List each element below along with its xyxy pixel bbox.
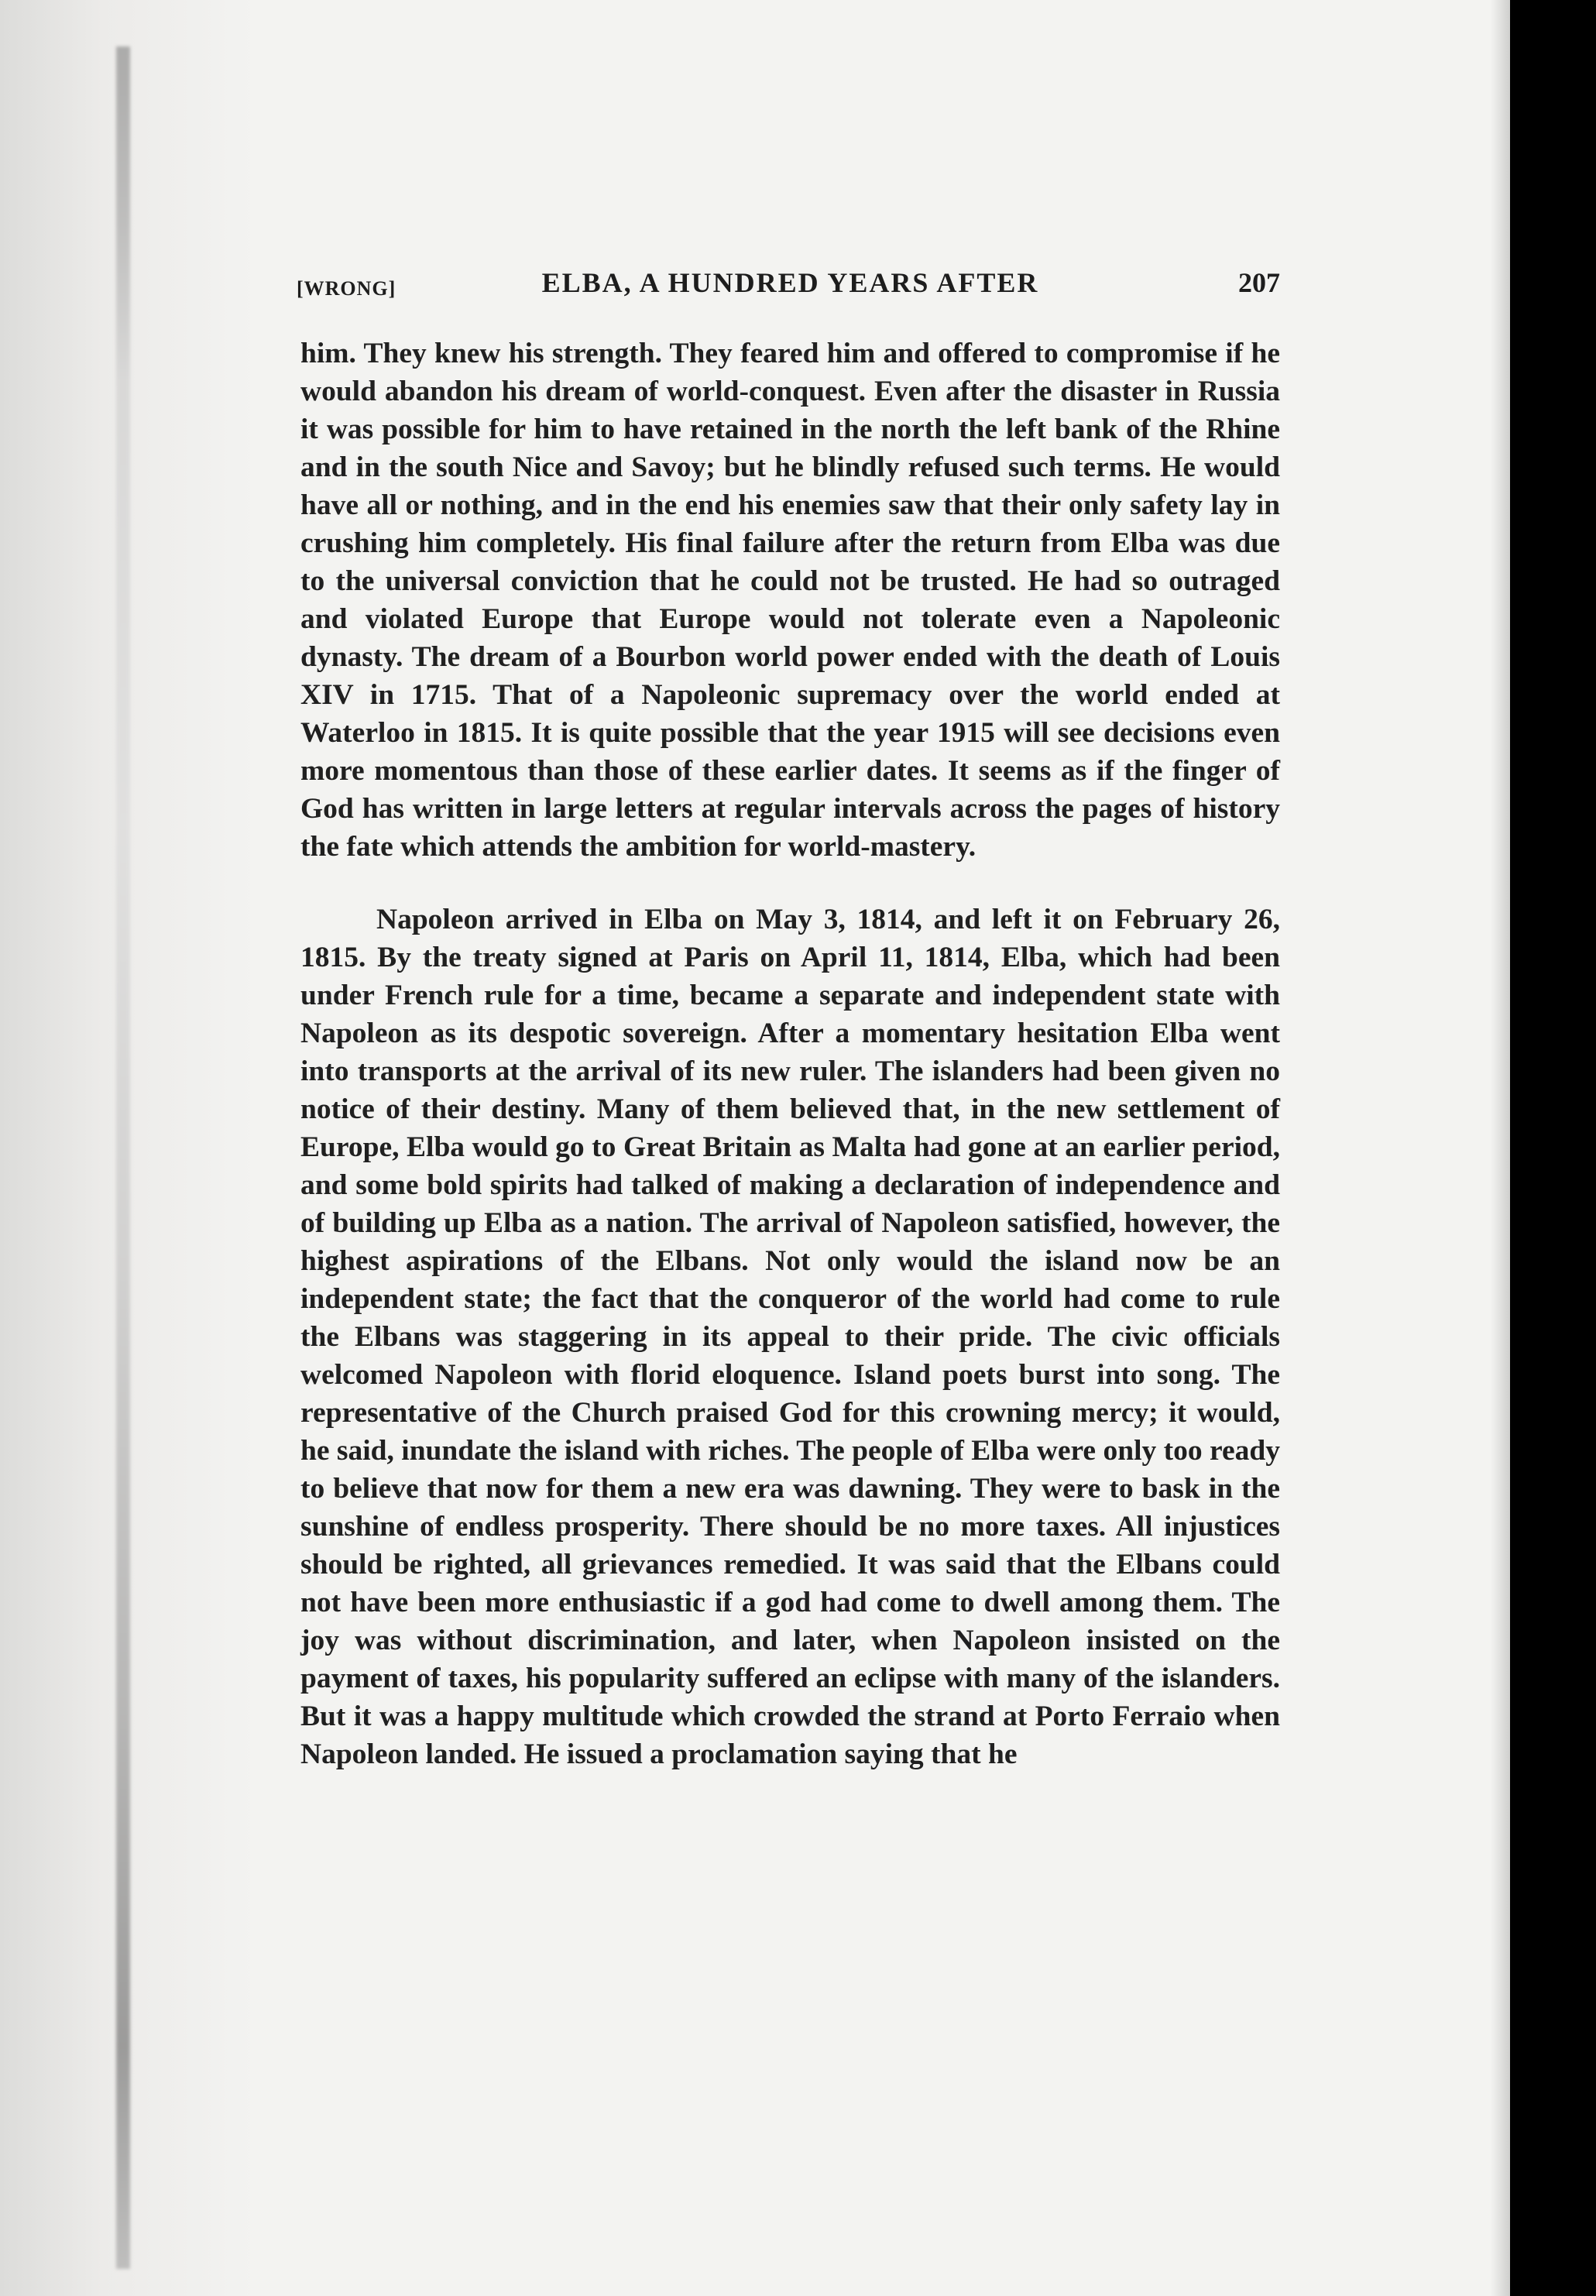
body-text [300,335,1280,1773]
running-label: [WRONG] [297,277,396,300]
paragraph: Napoleon arrived in Elba on May 3, 1814, and left it on February 26, 1815. By the treaty signed at Paris on April 11, 1814, Elba, which had been under French rule for a time, became a separate and independent state with Napoleon as its despotic sovereign. After a momentary hesitation Elba went into transports at the arrival of its new ruler. The islanders had been given no notice of their destiny. Many of them believed that, in the new settlement of Europe, Elba would go to Great Britain as Malta had gone at an earlier period, and some bold spirits had talked of making a declaration of independence and of building up Elba as a nation. The arrival of Napoleon satisfied, however, the highest aspirations of the Elbans. Not only would the island now be an independent state; the fact that the conqueror of the world had come to rule the Elbans was staggering in its appeal to their pride. The civic officials welcomed Napoleon with florid eloquence. Island poets burst into song. The representative of the Church praised God for this crowning mercy; it would, he said, inundate the island with riches. The people of Elba were only too ready to believe that now for them a new era was dawning. They were to bask in the sunshine of endless prosperity. There should be no more taxes. All injustices should be righted, all grievances remedied. It was said that the Elbans could not have been more enthusiastic if a god had come to dwell among them. The joy was without discrimination, and later, when Napoleon insisted on the payment of taxes, his popularity suffered an eclipse with many of the islanders. But it was a happy multitude which crowded the strand at Porto Ferraio when Napoleon landed. He issued a proclamation saying that he [300,904,1280,1770]
running-title: ELBA, A HUNDRED YEARS AFTER [541,267,1039,298]
page-number: 207 [1238,267,1280,298]
running-header [297,263,1284,310]
paragraph: him. They knew his strength. They feared him and offered to compromise if he would abandon his dream of world-conquest. Even after the disaster in Russia it was possible for him to have retained in the north the left bank of the Rhine and in the south Nice and Savoy; but he blindly refused such terms. He would have all or nothing, and in the end his enemies saw that their only safety lay in crushing him completely. His final failure after the return from Elba was due to the universal conviction that he could not be trusted. He had so outraged and violated Europe that Europe would not tolerate even a Napoleonic dynasty. The dream of a Bourbon world power ended with the death of Louis XIV in 1715. That of a Napoleonic supremacy over the world ended at Waterloo in 1815. It is quite possible that the year 1915 will see decisions even more momentous than those of these earlier dates. It seems as if the finger of God has written in large letters at regular intervals across the pages of history the fate which attends the ambition for world-mastery. [300,338,1280,863]
page-edge [1491,0,1510,2296]
gutter-shadow [116,46,130,2269]
